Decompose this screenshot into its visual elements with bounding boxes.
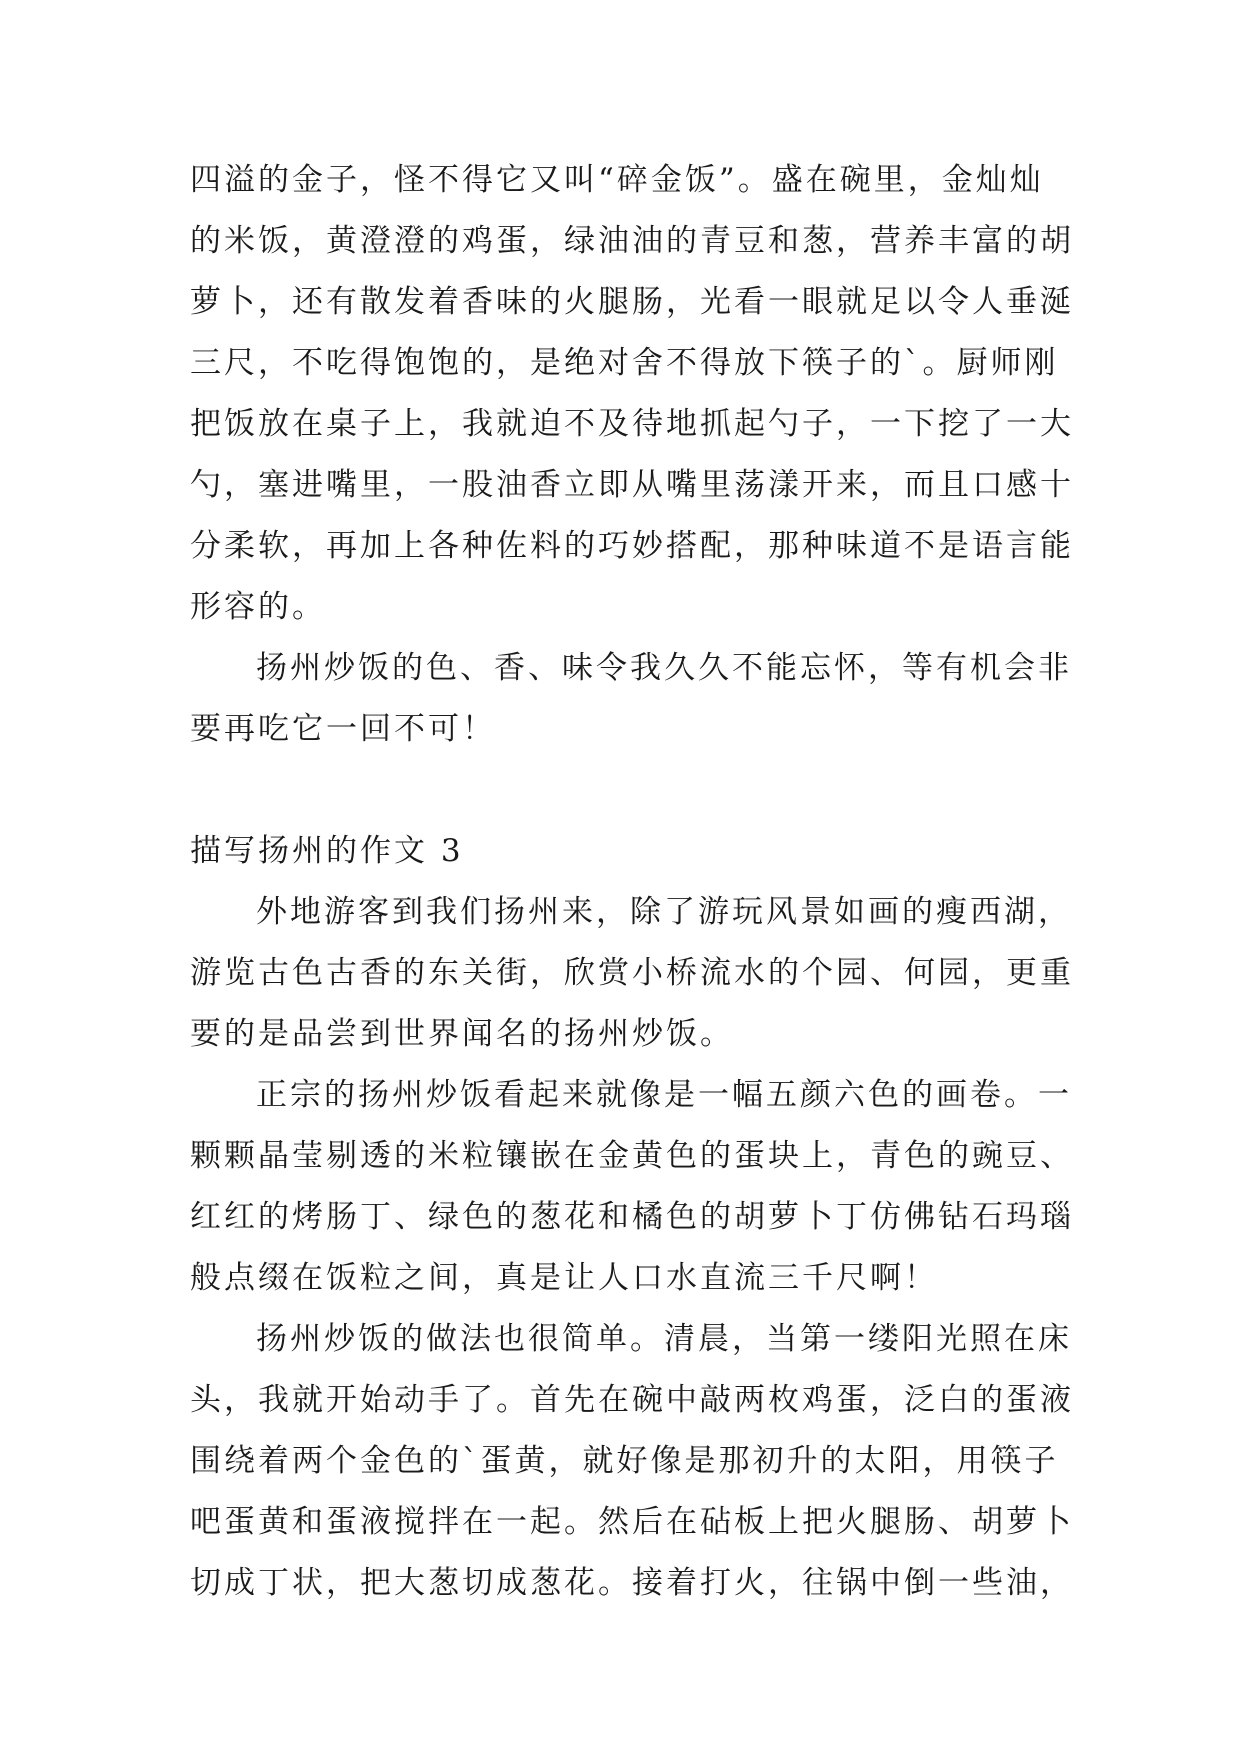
text-line: 把饭放在桌子上，我就迫不及待地抓起勺子，一下挖了一大 [190,406,1074,442]
text-line: 头，我就开始动手了。首先在碗中敲两枚鸡蛋，泛白的蛋液 [190,1382,1074,1418]
text-line: 切成丁状，把大葱切成葱花。接着打火，往锅中倒一些油， [190,1565,1074,1601]
text-line: 勺，塞进嘴里，一股油香立即从嘴里荡漾开来，而且口感十 [190,467,1074,503]
text-line: 颗颗晶莹剔透的米粒镶嵌在金黄色的蛋块上，青色的豌豆、 [190,1138,1074,1174]
text-line: 萝卜，还有散发着香味的火腿肠，光看一眼就足以令人垂涎 [190,284,1074,320]
text-line: 般点缀在饭粒之间，真是让人口水直流三千尺啊！ [190,1260,938,1296]
paragraph-5 [190,1309,1074,1614]
text-line: 游览古色古香的东关街，欣赏小桥流水的个园、何园，更重 [190,955,1074,991]
paragraph-1 [190,150,1074,638]
text-line: 三尺，不吃得饱饱的，是绝对舍不得放下筷子的`。厨师刚 [190,345,1059,381]
section-title: 描写扬州的作文 3 [190,833,464,869]
text-line: 扬州炒饭的色、香、味令我久久不能忘怀，等有机会非 [256,650,1072,686]
text-line: 扬州炒饭的做法也很简单。清晨，当第一缕阳光照在床 [256,1321,1072,1357]
paragraph-4 [190,1065,1074,1309]
text-line: 四溢的金子，怪不得它又叫“碎金饭”。盛在碗里，金灿灿 [190,162,1044,198]
text-line: 要的是品尝到世界闻名的扬州炒饭。 [190,1016,734,1052]
text-line: 的米饭，黄澄澄的鸡蛋，绿油油的青豆和葱，营养丰富的胡 [190,223,1074,259]
text-line: 外地游客到我们扬州来，除了游玩风景如画的瘦西湖， [256,894,1072,930]
text-line: 红红的烤肠丁、绿色的葱花和橘色的胡萝卜丁仿佛钻石玛瑙 [190,1199,1074,1235]
section-gap [190,760,1060,821]
text-line: 正宗的扬州炒饭看起来就像是一幅五颜六色的画卷。一 [256,1077,1072,1113]
text-line: 围绕着两个金色的`蛋黄，就好像是那初升的太阳，用筷子 [190,1443,1059,1479]
text-line: 吧蛋黄和蛋液搅拌在一起。然后在砧板上把火腿肠、胡萝卜 [190,1504,1074,1540]
paragraph-3 [190,882,1074,1065]
text-line: 要再吃它一回不可！ [190,711,496,747]
document-page [190,150,1074,1614]
text-line: 形容的。 [190,589,326,625]
paragraph-2 [190,638,1072,760]
text-line: 分柔软，再加上各种佐料的巧妙搭配，那种味道不是语言能 [190,528,1074,564]
